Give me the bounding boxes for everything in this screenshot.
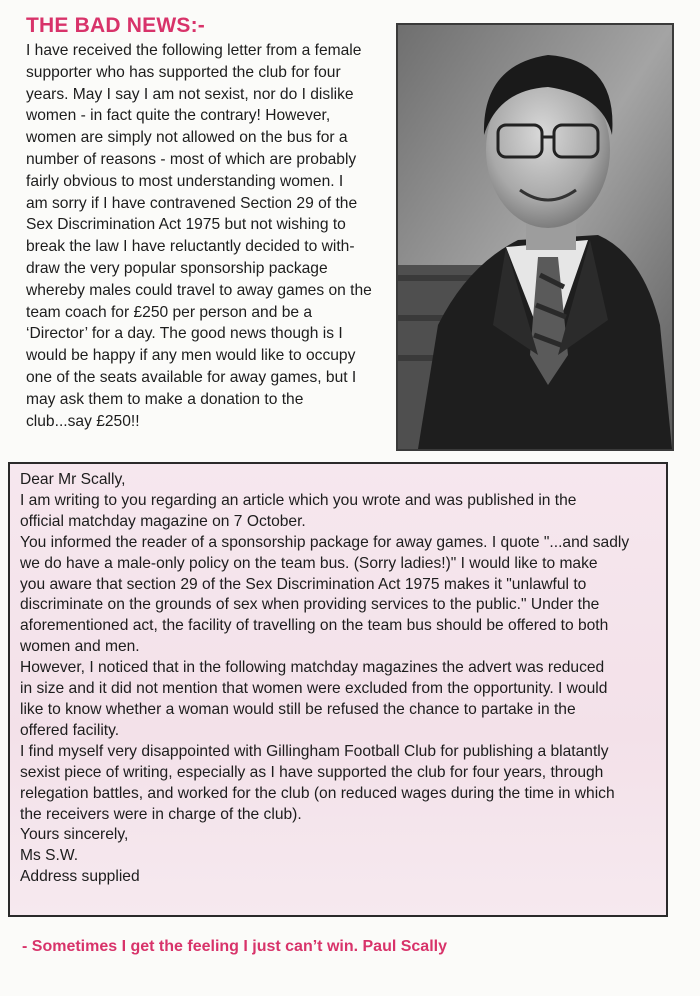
intro-line: break the law I have reluctantly decided to with- — [26, 238, 355, 256]
letter-body — [20, 470, 665, 888]
letter-line: Address supplied — [20, 868, 140, 886]
letter-line: Yours sincerely, — [20, 826, 129, 844]
headline: THE BAD NEWS:- — [26, 14, 205, 37]
intro-line: number of reasons - most of which are probably — [26, 150, 357, 168]
intro-line: whereby males could travel to away games on the — [26, 281, 372, 299]
intro-line: team coach for £250 per person and be a — [26, 303, 313, 321]
letter-box — [8, 462, 668, 917]
intro-line: women - in fact quite the contrary! However, — [26, 107, 331, 125]
letter-line: Ms S.W. — [20, 847, 79, 865]
letter-line: I find myself very disappointed with Gillingham Football Club for publishing a blatantly — [20, 742, 609, 760]
intro-line: I have received the following letter from a female — [26, 42, 362, 59]
intro-line: would be happy if any men would like to occupy — [26, 347, 356, 365]
portrait-photo — [396, 23, 674, 451]
intro-line: Sex Discrimination Act 1975 but not wishing to — [26, 216, 346, 234]
letter-line: official matchday magazine on 7 October. — [20, 512, 306, 530]
intro-line: years. May I say I am not sexist, nor do I dislike — [26, 85, 354, 103]
letter-line: discriminate on the grounds of sex when providing services to the public." Under the — [20, 596, 600, 614]
letter-line: You informed the reader of a sponsorship package for away games. I quote "...and sadly — [20, 533, 630, 551]
letter-line: you aware that section 29 of the Sex Discrimination Act 1975 makes it "unlawful to — [20, 575, 587, 593]
letter-line: aforementioned act, the facility of travelling on the team bus should be offered to both — [20, 617, 609, 635]
intro-line: ‘Director’ for a day. The good news though is I — [26, 325, 343, 343]
letter-line: offered facility. — [20, 721, 120, 739]
letter-line: I am writing to you regarding an article which you wrote and was published in the — [20, 491, 577, 509]
intro-line: women are simply not allowed on the bus for a — [26, 129, 348, 147]
intro-line: may ask them to make a donation to the — [26, 390, 304, 408]
intro-line: supporter who has supported the club for four — [26, 63, 341, 81]
intro-line: one of the seats available for away games, but I — [26, 368, 357, 386]
letter-line: relegation battles, and worked for the club (on reduced wages during the time in which — [20, 784, 615, 802]
letter-line: in size and it did not mention that women were excluded from the opportunity. I would — [20, 680, 608, 698]
letter-line: like to know whether a woman would still be refused the chance to partake in the — [20, 700, 576, 718]
letter-line: However, I noticed that in the following matchday magazines the advert was reduced — [20, 659, 605, 677]
intro-line: club...say £250!! — [26, 412, 140, 430]
intro-paragraph — [26, 40, 394, 432]
intro-line: am sorry if I have contravened Section 29 of the — [26, 194, 358, 212]
signoff-quote: - Sometimes I get the feeling I just can’t win. Paul Scally — [22, 938, 447, 955]
intro-line: fairly obvious to most understanding women. I — [26, 172, 344, 190]
letter-line: Dear Mr Scally, — [20, 471, 126, 488]
intro-line: draw the very popular sponsorship package — [26, 259, 328, 277]
letter-line: sexist piece of writing, especially as I have supported the club for four years, through — [20, 763, 604, 781]
letter-line: we do have a male-only policy on the team bus. (Sorry ladies!)" I would like to make — [20, 554, 598, 572]
letter-line: women and men. — [20, 638, 140, 656]
letter-line: the receivers were in charge of the club). — [20, 805, 302, 823]
